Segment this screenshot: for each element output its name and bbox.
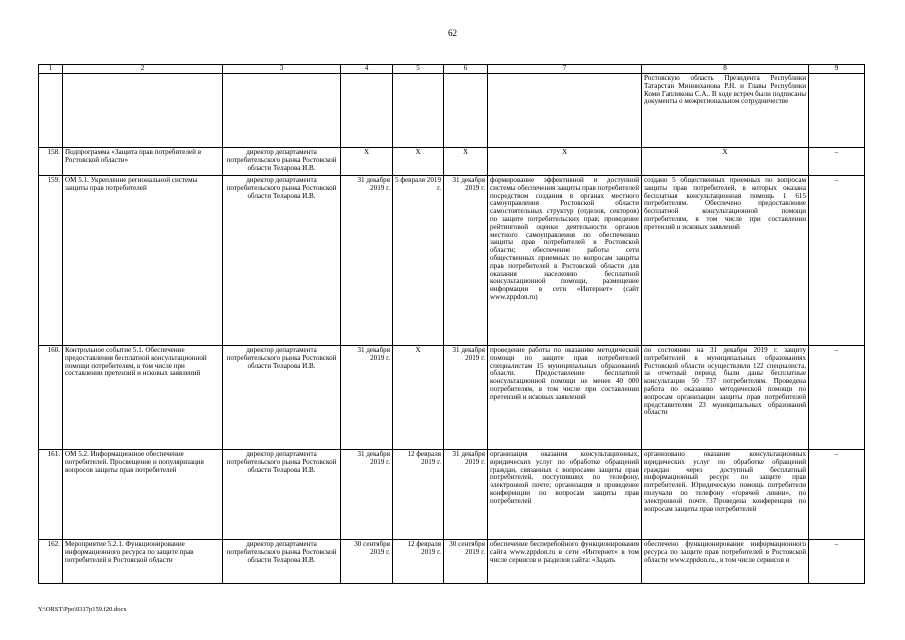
start-date-cell <box>341 74 393 148</box>
responsible-cell: директор департамента потребительского рынка Ростовской области Теларова И.В. <box>223 540 341 584</box>
name-cell: ОМ 5.2. Информационное обеспечение потребителей. Просвещение и популяризация вопросов защиты прав потребителей <box>63 450 223 540</box>
plan-end-cell: X <box>393 346 444 450</box>
page-number: 62 <box>448 28 457 38</box>
responsible-cell: директор департамента потребительского рынка Ростовской области Теларова И.В. <box>223 346 341 450</box>
header-cell: 1 <box>39 65 63 74</box>
fact-end-cell: 31 декабря 2019 г. <box>444 346 488 450</box>
activity-cell: обеспечение бесперебойного функционирования сайта www.zppdon.ru в сети «Интернет» в том числе сервисов и разделов сайта: «Задать <box>488 540 642 584</box>
table-row <box>39 74 865 148</box>
table-row <box>39 176 865 346</box>
activity-cell: X <box>488 148 642 176</box>
note-cell: – <box>809 148 865 176</box>
start-date-cell: 31 декабря 2019 г. <box>341 450 393 540</box>
start-date-cell: 31 декабря 2019 г. <box>341 346 393 450</box>
fact-end-cell: 31 декабря 2019 г. <box>444 176 488 346</box>
start-date-cell: X <box>341 148 393 176</box>
responsible-cell: директор департамента потребительского рынка Ростовской области Теларова И.В. <box>223 148 341 176</box>
table-row <box>39 450 865 540</box>
result-cell: обеспечено функционирование информационного ресурса по защите прав потребителей в Ростовской области www.zppdon.ru., в том числе сервисов и <box>642 540 809 584</box>
responsible-cell: директор департамента потребительского рынка Ростовской области Теларова И.В. <box>223 176 341 346</box>
activity-cell <box>488 74 642 148</box>
header-cell: 6 <box>444 65 488 74</box>
name-cell: ОМ 5.1. Укрепление региональной системы защиты прав потребителей <box>63 176 223 346</box>
activity-cell: проведение работы по оказанию методической помощи по защите прав потребителей специалистам 15 муниципальных образований области. Предоставление бесплатной консультационной помощи не менее 40 000 потребителям, в том числе при составлении претензий и исковых заявлений <box>488 346 642 450</box>
row-number-cell: 161. <box>39 450 63 540</box>
header-row <box>39 65 865 74</box>
row-number-cell <box>39 74 63 148</box>
name-cell: Подпрограмма «Защита прав потребителей в Ростовской области» <box>63 148 223 176</box>
activity-cell: организация оказания консультационных, юридических услуг по обработке обращений граждан, связанных с вопросами защиты прав потребителей, поступивших по телефону, электронной почте; организация и проведение конференции по вопросам защиты прав потребителей <box>488 450 642 540</box>
result-cell: организовано оказание консультационных юридических услуг по обработке обращений граждан через доступный бесплатный информационный ресурс по защите прав потребителей. Юридическую помощь потребители получали по телефону «горячей линии», по электронной почте. Проведена конференция по вопросам защиты прав потребителей <box>642 450 809 540</box>
page-bottom-margin <box>0 596 905 640</box>
header-cell: 8 <box>642 65 809 74</box>
start-date-cell: 30 сентября 2019 г. <box>341 540 393 584</box>
start-date-cell: 31 декабря 2019 г. <box>341 176 393 346</box>
row-number-cell: 160. <box>39 346 63 450</box>
plan-end-cell: X <box>393 148 444 176</box>
table-row <box>39 346 865 450</box>
result-cell: создано 5 общественных приемных по вопросам защиты прав потребителей, в которых оказана бесплатная консультационная помощь 1 615 потребителям. Обеспечено предоставление бесплатной консультационной помощи потребителям, в том числе при составлении претензий и исковых заявлений <box>642 176 809 346</box>
note-cell: – <box>809 346 865 450</box>
name-cell: Контрольное событие 5.1. Обеспечение предоставления бесплатной консультационной помощи потребителям, в том числе при составлении претензий и исковых заявлений <box>63 346 223 450</box>
header-cell: 3 <box>223 65 341 74</box>
result-cell: по состоянию на 31 декабря 2019 г. защиту потребителей в муниципальных образованиях Ростовской области осуществляли 122 специалиста, за отчетный период были даны бесплатные консультации 50 737 потребителям. Проведена работа по оказанию методической помощи по вопросам организации защиты прав потребителей представителям 23 муниципальных образований области <box>642 346 809 450</box>
plan-end-cell: 5 февраля 2019 г. <box>393 176 444 346</box>
row-number-cell: 162. <box>39 540 63 584</box>
header-cell: 5 <box>393 65 444 74</box>
responsible-cell <box>223 74 341 148</box>
note-cell: – <box>809 540 865 584</box>
row-number-cell: 158. <box>39 148 63 176</box>
row-number-cell: 159. <box>39 176 63 346</box>
fact-end-cell <box>444 74 488 148</box>
note-cell <box>809 74 865 148</box>
table-row <box>39 540 865 584</box>
note-cell: – <box>809 176 865 346</box>
file-path-footer: Y:\ORST\Ppo\0317p159.f20.docx <box>38 606 127 613</box>
header-cell: 2 <box>63 65 223 74</box>
report-table <box>38 64 865 584</box>
note-cell: – <box>809 450 865 540</box>
table-row <box>39 148 865 176</box>
fact-end-cell: 31 декабря 2019 г. <box>444 450 488 540</box>
plan-end-cell: 12 февраля 2019 г. <box>393 540 444 584</box>
fact-end-cell: X <box>444 148 488 176</box>
result-cell: X <box>642 148 809 176</box>
header-cell: 7 <box>488 65 642 74</box>
fact-end-cell: 30 сентября 2019 г. <box>444 540 488 584</box>
name-cell <box>63 74 223 148</box>
responsible-cell: директор департамента потребительского рынка Ростовской области Теларова И.В. <box>223 450 341 540</box>
plan-end-cell <box>393 74 444 148</box>
plan-end-cell: 12 февраля 2019 г. <box>393 450 444 540</box>
header-cell: 9 <box>809 65 865 74</box>
header-cell: 4 <box>341 65 393 74</box>
activity-cell: формирование эффективной и доступной системы обеспечения защиты прав потребителей посредством создания в органах местного самоуправления Ростовской области самостоятельных структур (отделов, секторов) по защите потребительских прав; проведение рейтинговой оценки деятельности органов местного самоуправления по обеспечению защиты прав потребителей в Ростовской области; обеспечение работы сети общественных приемных по вопросам защиты прав потребителей в Ростовской области для оказания населению бесплатной консультационной помощи, размещение информации в сети «Интернет» (сайт www.zppdon.ru) <box>488 176 642 346</box>
result-cell: Ростовскую область Президента Республики Татарстан Минниханова Р.Н. и Главы Республики Коми Гапликова С.А.. В ходе встреч были подписаны документы о межрегиональном сотрудничестве <box>642 74 809 148</box>
name-cell: Мероприятие 5.2.1. Функционирование информационного ресурса по защите прав потребителей в Ростовской области <box>63 540 223 584</box>
